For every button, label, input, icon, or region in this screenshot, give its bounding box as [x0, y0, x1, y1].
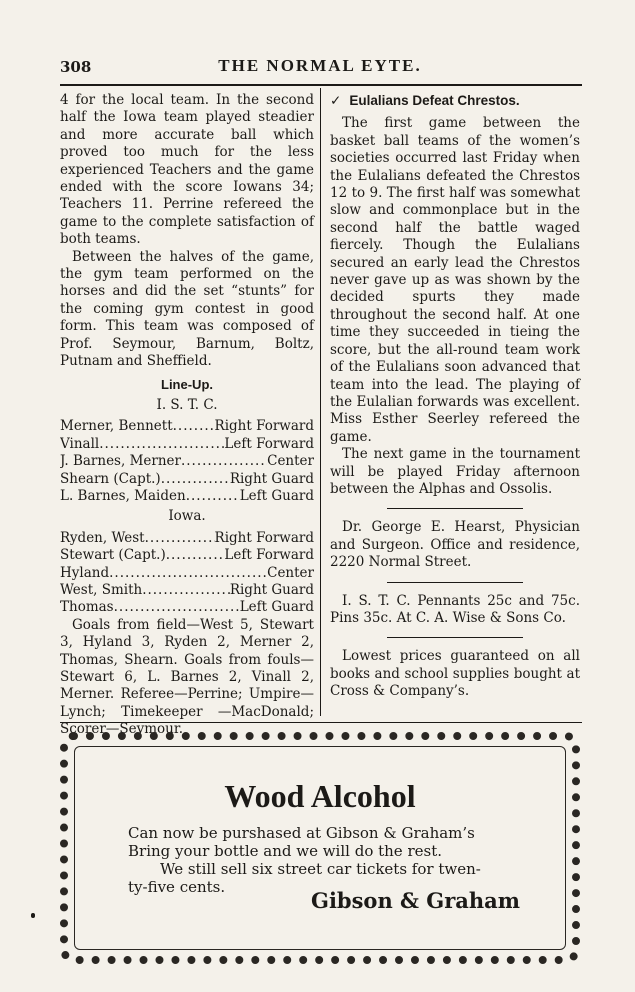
- article-heading-text: Eulalians Defeat Chrestos.: [349, 93, 520, 108]
- lineup-list: [60, 530, 314, 617]
- separator: [387, 582, 523, 583]
- ad-line: We still sell six street car tickets for twen-: [160, 860, 481, 878]
- left-column: [60, 92, 314, 739]
- goals-paragraph: Goals from field—West 5, Stewart 3, Hyland 3, Ryden 2, Merner 2, Thomas, Shearn. Goals from fouls—Stewart 6, L. Barnes 2, Vinall 2, Merner. Referee—Perrine; Umpire—Lynch; Timekeeper —MacDonald; Scorer—Seymour.: [60, 616, 314, 738]
- page-number: 308: [60, 58, 92, 76]
- header-rule: [60, 84, 582, 86]
- lineup-row: Hyland ..... Center: [60, 565, 314, 582]
- article-paragraph: Between the halves of the game, the gym team performed on the horses and did the set “stunts” for the coming gym contest in good form. This team was composed of Prof. Seymour, Barnum, Boltz, Putnam and Sheffield.: [60, 248, 314, 370]
- page-header: [60, 56, 580, 82]
- ad-title: Wood Alcohol: [224, 778, 416, 814]
- ad-line: ty-five cents.: [128, 878, 226, 896]
- lineup-row: J. Barnes, Merner ..... Center: [60, 453, 314, 470]
- separator: [387, 508, 523, 509]
- lineup-list: [60, 418, 314, 505]
- lineup-row: Vinall ..... Left Forward: [60, 436, 314, 453]
- article-paragraph: The first game between the basket ball teams of the women’s societies occurred last Friday when the Eulalians defeated the Chrestos 12 to 9. The first half was somewhat slow and commonplace but in the second half the battle waged fiercely. Though the Eulalians secured an early lead the Chrestos never gave up as was shown by the decided spurts they made throughout the second half. At one time they succeeded in tieing the score, but the all-round team work of the Eulalians soon advanced that team into the lead. The playing of the Eulalian forwards was excellent. Miss Esther Seerley refereed the game.: [330, 115, 580, 445]
- notice: Dr. George E. Hearst, Physician and Surgeon. Office and residence, 2220 Normal Street.: [330, 519, 580, 571]
- team-name: Iowa.: [168, 508, 206, 525]
- lineup-row: Thomas ..... Left Guard: [60, 599, 314, 616]
- ad-line: Bring your bottle and we will do the rest.: [128, 842, 442, 860]
- notice: I. S. T. C. Pennants 25c and 75c. Pins 35c. At C. A. Wise & Sons Co.: [330, 592, 580, 626]
- running-title: THE NORMAL EYTE.: [218, 56, 422, 75]
- ink-speck: [31, 913, 35, 918]
- ad-signature: Gibson & Graham: [311, 888, 520, 913]
- lineup-row: Merner, Bennett ..... Right Forward: [60, 418, 314, 435]
- check-mark-icon: ✓: [330, 93, 342, 108]
- notice: Lowest prices guaranteed on all books and school supplies bought at Cross & Company’s.: [330, 648, 580, 700]
- advertisement: [60, 732, 580, 964]
- lineup-heading: Line-Up.: [161, 376, 213, 392]
- article-paragraph: 4 for the local team. In the second half the Iowa team played steadier and more accurate ball which proved too much for the less experienced Teachers and the game ended with the score Iowans 34; Teachers 11. Perrine refereed the game to the complete satisfaction of both teams.: [60, 92, 314, 248]
- article-heading: [330, 92, 580, 109]
- column-divider: [320, 88, 321, 716]
- lineup-row: L. Barnes, Maiden ..... Left Guard: [60, 488, 314, 505]
- lineup-row: Ryden, West ..... Right Forward: [60, 530, 314, 547]
- lineup-row: Stewart (Capt.) ..... Left Forward: [60, 547, 314, 564]
- ad-line: Can now be purshased at Gibson & Graham’s: [128, 824, 475, 842]
- lineup-row: Shearn (Capt.) ..... Right Guard: [60, 471, 314, 488]
- separator: [387, 637, 523, 638]
- team-name: I. S. T. C.: [156, 396, 218, 413]
- article-paragraph: The next game in the tournament will be played Friday afternoon between the Alphas and Ossolis.: [330, 446, 580, 497]
- ad-body: [128, 824, 528, 896]
- lineup-row: West, Smith ..... Right Guard: [60, 582, 314, 599]
- section-rule: [60, 722, 582, 723]
- right-column: [330, 92, 580, 701]
